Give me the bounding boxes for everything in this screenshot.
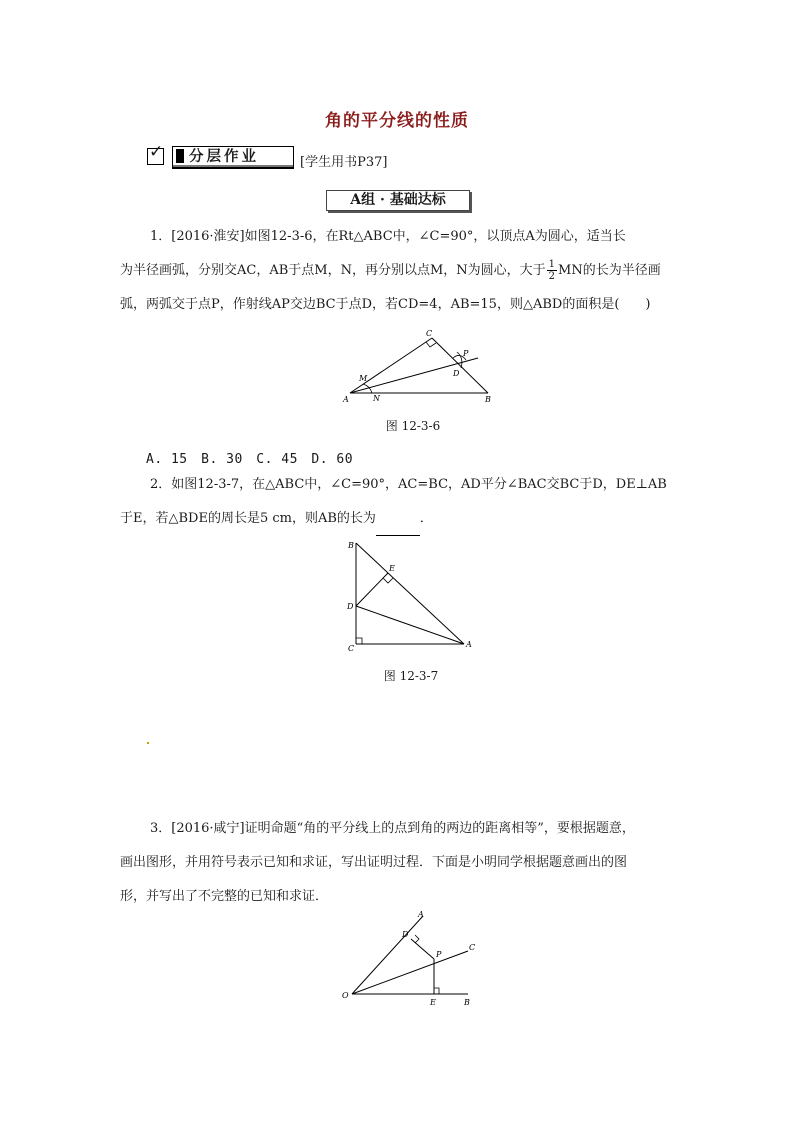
banner-note: [学生用书P37] <box>300 155 388 170</box>
label-d: D <box>453 369 460 378</box>
q2-line-2b: ． <box>419 511 433 526</box>
label-e: E <box>389 564 395 573</box>
q3-line-2: 画出图形，并用符号表示已知和求证，写出证明过程．下面是小明同学根据题意画出的图 <box>120 855 628 870</box>
segment-pd <box>411 939 434 959</box>
label-o: O <box>342 991 349 1000</box>
segment-ac <box>350 338 432 393</box>
label-c: C <box>348 644 355 653</box>
q2-line-2 <box>120 502 680 536</box>
right-angle-e <box>383 578 393 583</box>
right-angle-e <box>434 988 439 994</box>
label-b: B <box>485 395 491 404</box>
banner-marker <box>176 149 184 163</box>
label-p: P <box>436 950 442 959</box>
figure-12-3-7 <box>342 536 482 656</box>
label-a: A <box>466 640 472 649</box>
question-2 <box>120 468 680 536</box>
label-b: B <box>464 998 470 1007</box>
q2-line-1: 2．如图12-3-7，在△ABC中，∠C=90°，AC=BC，AD平分∠BAC交BC于D，DE⊥AB <box>150 477 667 492</box>
label-e: E <box>430 998 436 1007</box>
label-c: C <box>469 943 476 952</box>
right-angle-d <box>415 935 419 943</box>
stray-mark <box>147 742 149 744</box>
label-a: A <box>418 910 424 919</box>
label-a: A <box>343 395 349 404</box>
fraction <box>547 259 557 282</box>
answer-blank[interactable] <box>376 521 420 536</box>
right-angle-c <box>426 342 436 347</box>
q1-choices: A. 15 B. 30 C. 45 D. 60 <box>146 452 354 467</box>
label-d: D <box>347 602 354 611</box>
caption-12-3-7: 图 12-3-7 <box>383 669 439 683</box>
caption-12-3-6: 图 12-3-6 <box>385 419 441 433</box>
q1-line-2b: MN的长为半径画 <box>558 263 661 278</box>
section-banner <box>172 146 294 169</box>
label-p: P <box>463 349 469 358</box>
figure-angle-bisector <box>338 908 488 1008</box>
right-angle-c <box>356 638 362 644</box>
segment-ad <box>356 606 464 644</box>
ray-oa <box>352 916 423 994</box>
q1-line-2a: 为半径画弧，分别交AC，AB于点M，N，再分别以点M，N为圆心，大于 <box>120 263 546 278</box>
segment-bc <box>432 338 488 393</box>
group-heading: A组 · 基础达标 <box>326 190 470 211</box>
q1-line-1: 1．[2016·淮安]如图12-3-6，在Rt△ABC中，∠C=90°，以顶点A为圆心，适当长 <box>150 229 626 244</box>
q2-line-2a: 于E，若△BDE的周长是5 cm，则AB的长为 <box>120 511 376 526</box>
q1-line-3: 弧，两弧交于点P，作射线AP交边BC于点D，若CD=4，AB=15，则△ABD的面积是( ) <box>120 297 651 312</box>
q3-line-1: 3．[2016·咸宁]证明命题“角的平分线上的点到角的两边的距离相等”，要根据题意， <box>150 821 635 836</box>
label-m: M <box>359 374 368 383</box>
label-c: C <box>426 329 433 338</box>
fraction-denominator: 2 <box>548 271 556 282</box>
fraction-numerator: 1 <box>548 259 556 270</box>
label-n: N <box>373 394 380 403</box>
check-icon: ✓ <box>147 148 164 165</box>
label-b: B <box>348 541 354 550</box>
question-1 <box>120 220 680 322</box>
ray-oc <box>352 951 468 994</box>
page-title: 角的平分线的性质 <box>325 111 469 131</box>
q1-line-2 <box>120 254 680 288</box>
banner-label: 分层作业 <box>189 148 259 165</box>
question-3 <box>120 812 680 914</box>
q3-line-3: 形，并写出了不完整的已知和求证． <box>120 889 329 904</box>
segment-ab <box>356 543 464 644</box>
label-d: D <box>402 930 409 939</box>
figure-12-3-6 <box>340 328 490 406</box>
